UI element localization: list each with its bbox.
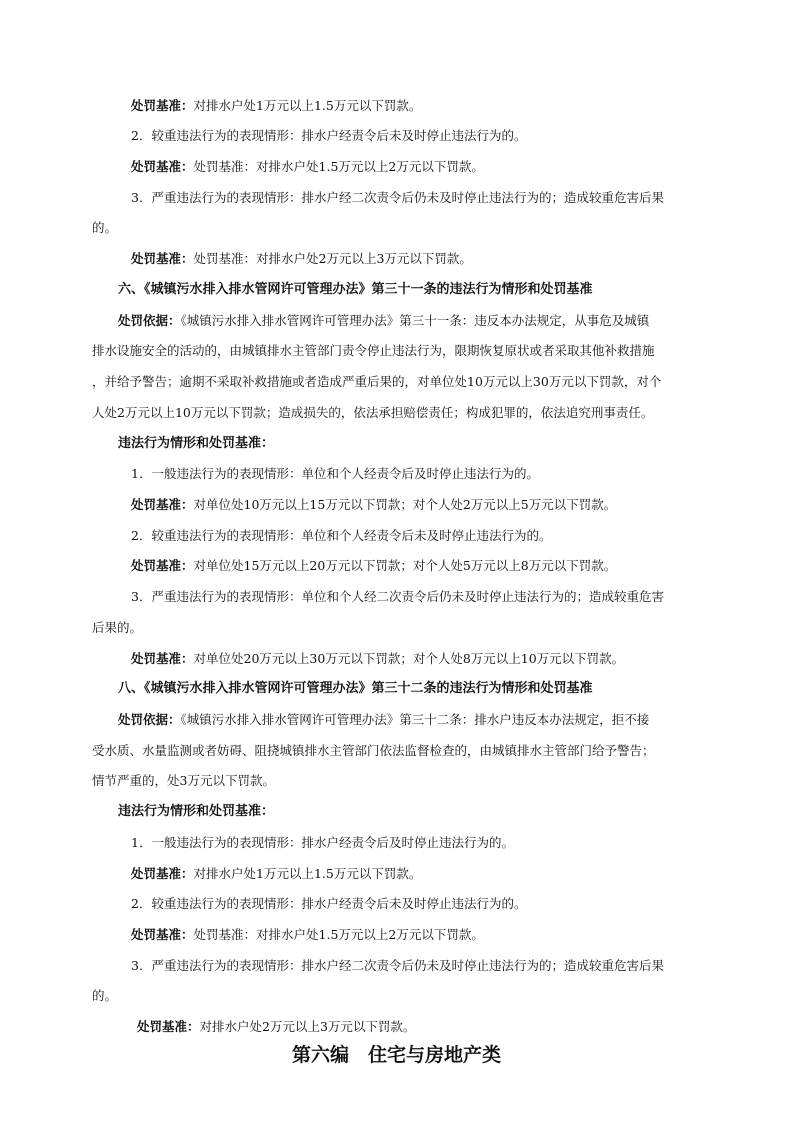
penalty-standard-line (131, 926, 484, 944)
penalty-basis-line (118, 312, 649, 330)
penalty-standard-label: 处罚基准： (131, 866, 194, 881)
penalty-standard-text: 处罚基准：对排水户处1.5万元以上2万元以下罚款。 (193, 927, 484, 942)
penalty-standard-text: 处罚基准：对排水户处2万元以上3万元以下罚款。 (193, 251, 472, 266)
penalty-basis-label: 处罚依据： (118, 712, 181, 727)
body-line: 2．较重违法行为的表现情形：排水户经责令后未及时停止违法行为的。 (131, 128, 527, 143)
penalty-basis-label: 处罚依据： (118, 313, 181, 328)
penalty-standard-text: 对排水户处1万元以上1.5万元以下罚款。 (193, 866, 422, 881)
penalty-standard-line (131, 250, 472, 268)
part-title: 第六编 住宅与房地产类 (291, 1044, 501, 1066)
body-line: 3．严重违法行为的表现情形：排水户经二次责令后仍未及时停止违法行为的；造成较重危害后果 (131, 190, 664, 205)
penalty-standard-label: 处罚基准： (131, 251, 194, 266)
penalty-standard-line (131, 158, 484, 176)
penalty-standard-line (131, 496, 616, 514)
body-line: 3．严重违法行为的表现情形：排水户经二次责令后仍未及时停止违法行为的；造成较重危害后果 (131, 958, 664, 973)
penalty-basis-text: 《城镇污水排入排水管网许可管理办法》第三十一条：违反本办法规定，从事危及城镇 (180, 313, 650, 328)
penalty-basis-text: 《城镇污水排入排水管网许可管理办法》第三十二条：排水户违反本办法规定，拒不接 (180, 712, 650, 727)
body-line: 2．较重违法行为的表现情形：排水户经责令后未及时停止违法行为的。 (131, 896, 527, 911)
penalty-standard-text: 对单位处15万元以上20万元以下罚款；对个人处5万元以上8万元以下罚款。 (193, 558, 617, 573)
penalty-standard-label: 处罚基准： (137, 1019, 200, 1034)
penalty-standard-label: 处罚基准： (131, 159, 194, 174)
body-line: 3．严重违法行为的表现情形：单位和个人经二次责令后仍未及时停止违法行为的；造成较重危害 (131, 589, 664, 604)
penalty-basis-line (118, 711, 649, 729)
body-line: 的。 (92, 220, 118, 235)
penalty-standard-text: 对排水户处2万元以上3万元以下罚款。 (199, 1019, 416, 1034)
penalty-standard-text: 对单位处20万元以上30万元以下罚款；对个人处8万元以上10万元以下罚款。 (193, 651, 625, 666)
penalty-standard-text: 对排水户处1万元以上1.5万元以下罚款。 (193, 98, 422, 113)
penalty-standard-line (131, 865, 421, 883)
body-line: 1．一般违法行为的表现情形：单位和个人经责令后及时停止违法行为的。 (131, 466, 539, 481)
body-line: 受水质、水量监测或者妨碍、阻挠城镇排水主管部门依法监督检查的，由城镇排水主管部门给予警告； (92, 743, 655, 758)
body-line: 排水设施安全的活动的，由城镇排水主管部门责令停止违法行为，限期恢复原状或者采取其他补救措施 (92, 343, 655, 358)
penalty-standard-label: 处罚基准： (131, 497, 194, 512)
subsection-heading: 违法行为情形和处罚基准： (118, 804, 275, 819)
body-line: 情节严重的，处3万元以下罚款。 (92, 773, 275, 788)
penalty-standard-line (131, 557, 616, 575)
penalty-standard-line (131, 97, 421, 115)
body-line: 人处2万元以上10万元以下罚款；造成损失的，依法承担赔偿责任；构成犯罪的，依法追究刑事责任。 (92, 405, 654, 420)
penalty-standard-line (137, 1018, 415, 1036)
body-line: ，并给予警告；逾期不采取补救措施或者造成严重后果的，对单位处10万元以上30万元以下罚款，对个 (92, 374, 662, 389)
section-heading: 六、《城镇污水排入排水管网许可管理办法》第三十一条的违法行为情形和处罚基准 (118, 282, 593, 297)
penalty-standard-label: 处罚基准： (131, 927, 194, 942)
penalty-standard-text: 对单位处10万元以上15万元以下罚款；对个人处2万元以上5万元以下罚款。 (193, 497, 617, 512)
section-heading: 八、《城镇污水排入排水管网许可管理办法》第三十二条的违法行为情形和处罚基准 (118, 681, 593, 696)
body-line: 后果的。 (92, 620, 143, 635)
penalty-standard-label: 处罚基准： (131, 558, 194, 573)
body-line: 2．较重违法行为的表现情形：单位和个人经责令后未及时停止违法行为的。 (131, 528, 552, 543)
body-line: 1．一般违法行为的表现情形：排水户经责令后及时停止违法行为的。 (131, 835, 514, 850)
penalty-standard-label: 处罚基准： (131, 651, 194, 666)
subsection-heading: 违法行为情形和处罚基准： (118, 436, 275, 451)
body-line: 的。 (92, 988, 118, 1003)
penalty-standard-label: 处罚基准： (131, 98, 194, 113)
penalty-standard-line (131, 650, 624, 668)
penalty-standard-text: 处罚基准：对排水户处1.5万元以上2万元以下罚款。 (193, 159, 484, 174)
